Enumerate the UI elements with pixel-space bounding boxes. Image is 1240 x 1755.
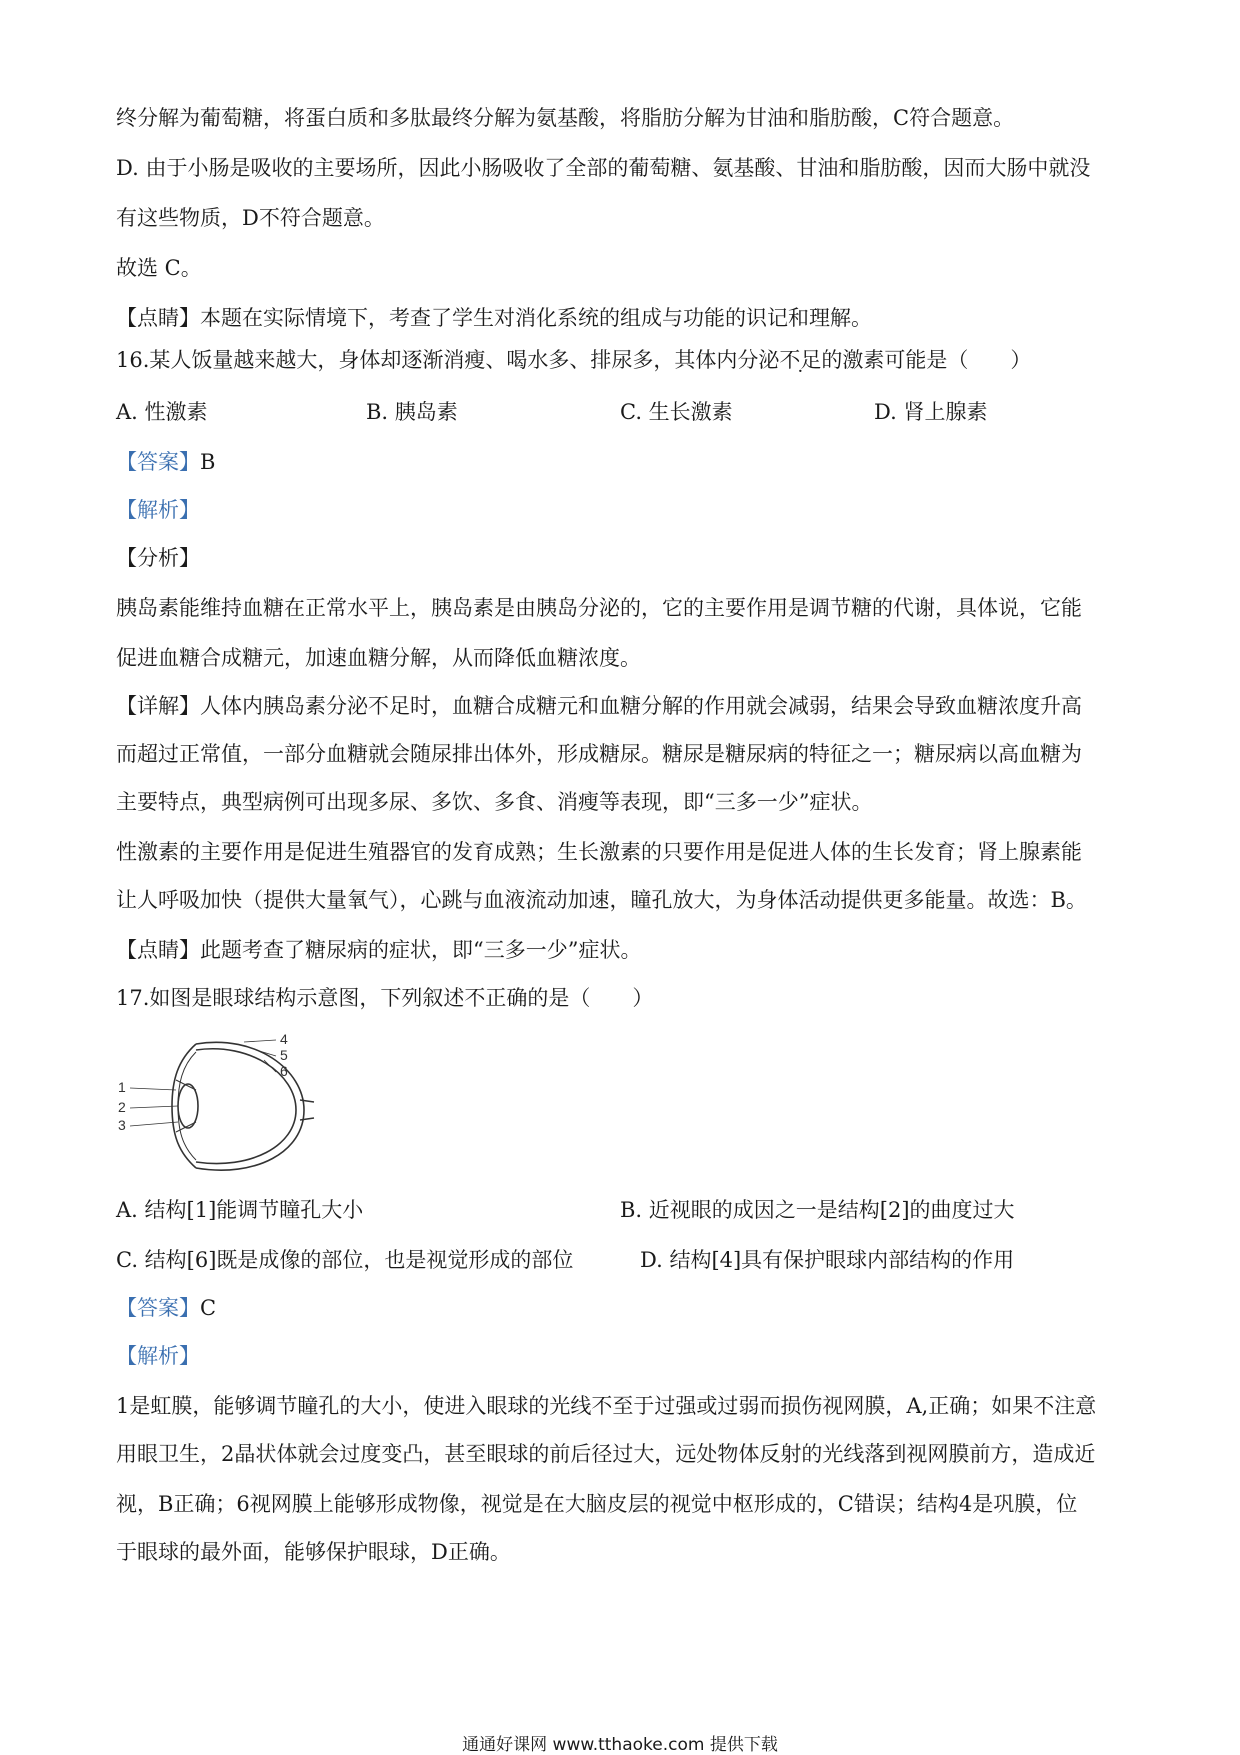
- q17-option-c: C. 结构[6]既是成像的部位，也是视觉形成的部位: [116, 1248, 574, 1272]
- paragraph-line: 促进血糖合成糖元，加速血糖分解，从而降低血糖浓度。: [116, 646, 641, 670]
- q17-option-a: A. 结构[1]能调节瞳孔大小: [116, 1198, 364, 1222]
- eye-label-1: 1: [118, 1079, 126, 1095]
- paragraph-line: 有这些物质，D不符合题意。: [116, 206, 385, 230]
- paragraph-line: 视，B正确；6视网膜上能够形成物像，视觉是在大脑皮层的视觉中枢形成的，C错误；结构4是巩膜，位: [116, 1492, 1078, 1516]
- q16-option-a: A. 性激素: [116, 400, 208, 424]
- paragraph-line: 而超过正常值，一部分血糖就会随尿排出体外，形成糖尿。糖尿是糖尿病的特征之一；糖尿病以高血糖为: [116, 742, 1082, 766]
- eye-label-4: 4: [280, 1031, 288, 1047]
- eye-label-5: 5: [280, 1047, 288, 1063]
- q17-option-b: B. 近视眼的成因之一是结构[2]的曲度过大: [620, 1198, 1015, 1222]
- paragraph-line: 【详解】人体内胰岛素分泌不足时，血糖合成糖元和血糖分解的作用就会减弱，结果会导致血糖浓度升高: [116, 694, 1082, 718]
- paragraph-line: 故选 C。: [116, 256, 202, 280]
- paragraph-line: 终分解为葡萄糖，将蛋白质和多肽最终分解为氨基酸，将脂肪分解为甘油和脂肪酸，C符合题意。: [116, 106, 1015, 130]
- q16-analysis-tag: 【解析】: [116, 498, 200, 522]
- q16-fenxi-tag: 【分析】: [116, 546, 200, 570]
- paragraph-line: 性激素的主要作用是促进生殖器官的发育成熟；生长激素的只要作用是促进人体的生长发育；肾上腺素能: [116, 840, 1082, 864]
- q16-stem: 16.某人饭量越来越大，身体却逐渐消瘦、喝水多、排尿多，其体内分泌不足的激素可能是（ ）: [116, 348, 1032, 372]
- paragraph-line: 用眼卫生，2晶状体就会过度变凸，甚至眼球的前后径过大，远处物体反射的光线落到视网膜前方，造成近: [116, 1442, 1096, 1466]
- page-footer: 通通好课网 www.tthaoke.com 提供下载: [462, 1735, 778, 1755]
- q16-option-c: C. 生长激素: [620, 400, 733, 424]
- paragraph-line: 胰岛素能维持血糖在正常水平上，胰岛素是由胰岛分泌的，它的主要作用是调节糖的代谢，具体说，它能: [116, 596, 1082, 620]
- paragraph-line: D. 由于小肠是吸收的主要场所，因此小肠吸收了全部的葡萄糖、氨基酸、甘油和脂肪酸，因而大肠中就没: [116, 156, 1091, 180]
- q16-dianjing: 【点睛】此题考查了糖尿病的症状，即“三多一少”症状。: [116, 938, 642, 962]
- q17-option-d: D. 结构[4]具有保护眼球内部结构的作用: [640, 1248, 1015, 1272]
- q16-option-b: B. 胰岛素: [366, 400, 458, 424]
- eye-structure-diagram: [116, 1030, 316, 1180]
- q17-answer: 【答案】C: [116, 1296, 217, 1320]
- paragraph-line: 让人呼吸加快（提供大量氧气），心跳与血液流动加速，瞳孔放大，为身体活动提供更多能量。故选：B。: [116, 888, 1087, 912]
- q16-option-d: D. 肾上腺素: [874, 400, 988, 424]
- eye-label-6: 6: [280, 1063, 288, 1079]
- q17-stem: 17.如图是眼球结构示意图，下列叙述不正确的是（ ）: [116, 986, 654, 1010]
- paragraph-line: 于眼球的最外面，能够保护眼球，D正确。: [116, 1540, 511, 1564]
- dianjing-line: 【点睛】本题在实际情境下，考查了学生对消化系统的组成与功能的识记和理解。: [116, 306, 872, 330]
- q16-answer: 【答案】B: [116, 450, 216, 474]
- paragraph-line: 1是虹膜，能够调节瞳孔的大小，使进入眼球的光线不至于过强或过弱而损伤视网膜，A,正确；如果不注意: [116, 1394, 1097, 1418]
- eye-label-2: 2: [118, 1099, 126, 1115]
- eye-label-3: 3: [118, 1117, 126, 1133]
- paragraph-line: 主要特点，典型病例可出现多尿、多饮、多食、消瘦等表现，即“三多一少”症状。: [116, 790, 873, 814]
- q17-analysis-tag: 【解析】: [116, 1344, 200, 1368]
